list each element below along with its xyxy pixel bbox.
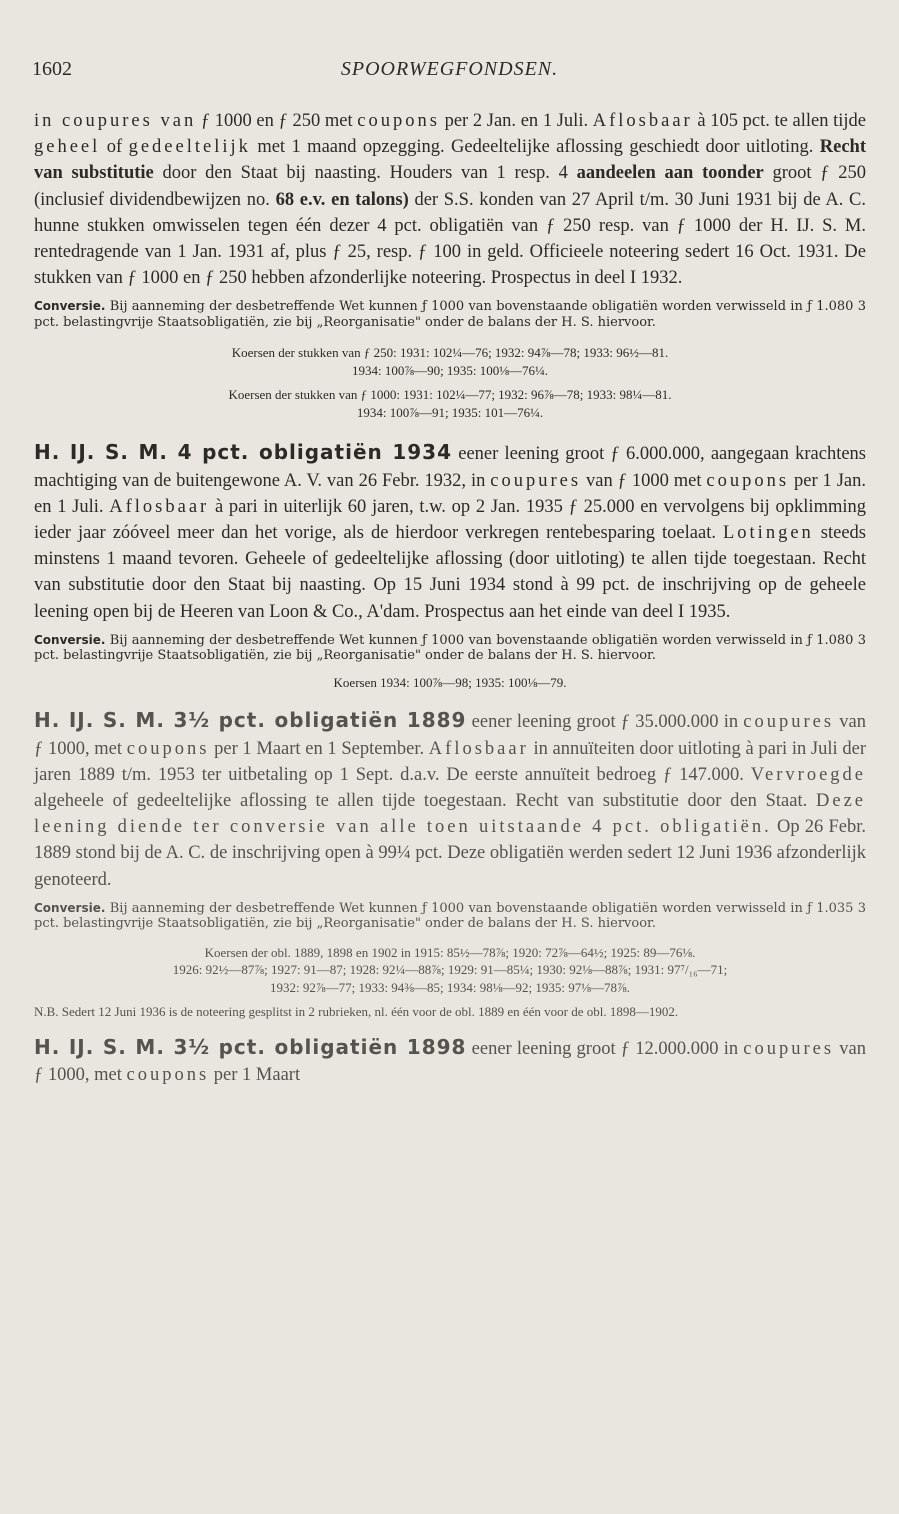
koersen-line: Koersen der obl. 1889, 1898 en 1902 in 1915: 85½—78⅞; 1920: 72⅞—64½; 1925: 89—76⅛. xyxy=(204,944,696,960)
section4-paragraph xyxy=(34,1034,866,1088)
text-run: coupures xyxy=(743,1038,835,1059)
text-run: Op 26 Febr. 1889 stond bij de A. C. de inschrijving open à 99¼ pct. Deze obligatiën werden sedert 12 Juni 1936 afzonderlijk genoteerd. xyxy=(34,817,867,890)
text-run: groot ƒ 250 (inclusief dividendbewijzen no. xyxy=(34,163,867,210)
section-heading: H. IJ. S. M. 3½ pct. obligatiën 1889 xyxy=(34,708,467,733)
text-run: in coupures van xyxy=(34,111,197,131)
text-run: per 1 Jan. en 1 Juli. xyxy=(34,470,866,517)
koersen-block xyxy=(34,944,866,997)
text-run: Lotingen xyxy=(722,523,814,544)
text-run: eener leening groot ƒ 35.000.000 in xyxy=(471,712,739,733)
text-run: Vervroegde xyxy=(750,764,866,785)
conversie-text: Bij aanneming der desbetreffende Wet kunnen ƒ 1000 van bovenstaande obligatiën worden verwisseld in ƒ 1.080 3 pct. belastingvrije Staatsobligatiën, zie bij „Reorganisatie" onder de balans der H. S. hiervoor. xyxy=(34,299,866,330)
text-run: 68 e.v. en talons) xyxy=(275,189,409,210)
text-run: coupons xyxy=(126,738,210,759)
conversie-text: Bij aanneming der desbetreffende Wet kunnen ƒ 1000 van bovenstaande obligatiën worden verwisseld in ƒ 1.035 3 pct. belastingvrije Staatsobligatiën, zie bij „Reorganisatie" onder de balans der H. S. hiervoor. xyxy=(34,900,866,932)
text-run: ƒ 1000 en ƒ 250 met xyxy=(200,111,353,131)
text-run: gedeeltelijk xyxy=(128,137,251,158)
section-heading: H. IJ. S. M. 4 pct. obligatiën 1934 xyxy=(34,440,453,465)
koersen-line: 1934: 100⅞—91; 1935: 101—76¼. xyxy=(356,404,544,420)
text-run: coupons xyxy=(357,111,440,131)
text-run: coupons xyxy=(126,1064,210,1085)
text-run: in annuïteiten door uitloting à pari in Juli der jaren 1889 t/m. 1953 ter uitbetaling op 1 Sept. d.a.v. De eerste annuïteit bedroeg ƒ 147.000. xyxy=(34,738,866,785)
text-run: geheel xyxy=(34,137,101,158)
text-run: à 105 pct. te allen tijde xyxy=(697,111,867,131)
text-run: per 2 Jan. en 1 Juli. xyxy=(444,111,589,131)
text-run: van ƒ 1000, met xyxy=(34,1038,867,1085)
section3-paragraph xyxy=(34,707,866,892)
text-run: Aflosbaar xyxy=(592,111,693,131)
text-run: aandeelen aan toonder xyxy=(576,163,764,184)
koersen-line: 1926: 92½—87⅞; 1927: 91—87; 1928: 92¼—88⅞; 1929: 91—85¼; 1930: 92⅛—88⅞; 1931: 97⁷/₁₆—71; xyxy=(172,962,728,978)
text-run: eener leening groot ƒ 12.000.000 in xyxy=(471,1038,739,1059)
running-title: SPOORWEGFONDSEN. xyxy=(340,58,559,80)
conversie-note xyxy=(34,901,866,932)
text-run: Recht van substitutie xyxy=(34,137,866,184)
nb-note: N.B. Sedert 12 Juni 1936 is de noteering gesplitst in 2 rubrieken, nl. één voor de obl. 1889 en één voor de obl. 1898—1902. xyxy=(34,1004,679,1020)
text-run: der S.S. konden van 27 April t/m. 30 Juni 1931 bij de A. C. hunne stukken omwisselen tegen één dezer 4 pct. obligatiën van ƒ 250 resp. van ƒ 1000 der H. IJ. S. M. rentedragende van 1 Jan. 1931 af, plus ƒ 25, resp. ƒ 100 in geld. Officieele noteering sedert 16 Oct. 1931. De stukken van ƒ 1000 en ƒ 250 hebben afzonderlijke noteering. Prospectus in deel I 1932. xyxy=(34,189,866,289)
koersen-line: Koersen der stukken van ƒ 250: 1931: 102¼—76; 1932: 94⅞—78; 1933: 96½—81. xyxy=(231,345,669,361)
section1-paragraph xyxy=(34,108,866,291)
text-run: per 1 Maart xyxy=(213,1064,301,1085)
text-run: van ƒ 1000, met xyxy=(34,712,867,759)
text-run: Aflosbaar xyxy=(428,738,529,759)
conversie-text: Bij aanneming der desbetreffende Wet kunnen ƒ 1000 van bovenstaande obligatiën worden verwisseld in ƒ 1.080 3 pct. belastingvrije Staatsobligatiën, zie bij „Reorganisatie" onder de balans der H. S. hiervoor. xyxy=(34,632,866,664)
conversie-label: Conversie. xyxy=(34,299,106,314)
section-heading: H. IJ. S. M. 3½ pct. obligatiën 1898 xyxy=(34,1034,467,1059)
text-run: coupons xyxy=(706,470,790,491)
text-run: door den Staat bij naasting. Houders van 1 resp. 4 xyxy=(162,163,568,184)
koersen-line: Koersen der stukken van ƒ 1000: 1931: 102¼—77; 1932: 96⅞—78; 1933: 98¼—81. xyxy=(228,387,672,403)
koersen-line: 1932: 92⅞—77; 1933: 94⅜—85; 1934: 98⅛—92; 1935: 97⅛—78⅞. xyxy=(269,979,631,995)
text-run: à pari in uiterlijk 60 jaren, t.w. op 2 Jan. 1935 ƒ 25.000 en vervolgens bij opklimming ieder jaar zóóveel meer dan het vorige, als de hierdoor verkregen rentebesparing toelaat. xyxy=(34,496,866,544)
conversie-label: Conversie. xyxy=(34,900,106,915)
text-run: steeds minstens 1 maand tevoren. Geheele of gedeeltelijke aflossing (door uitloting) te allen tijde toegestaan. Recht van substitutie door den Staat bij naasting. Op 15 Juni 1934 stond à 99 pct. de inschrijving op de geheele leening open bij de Heeren van Loon & Co., A'dam. Prospectus aan het einde van deel I 1935. xyxy=(34,523,867,622)
text-run: Deze leening diende ter conversie van alle toen uitstaande 4 pct. obligatiën. xyxy=(34,790,866,838)
text-run: Aflosbaar xyxy=(109,496,210,517)
text-run: per 1 Maart en 1 September. xyxy=(214,738,425,759)
koersen-line: 1934: 100⅞—90; 1935: 100⅛—76¼. xyxy=(351,362,549,378)
text-run: of xyxy=(106,137,123,158)
koersen-block xyxy=(34,344,866,421)
text-run: coupures xyxy=(490,470,582,491)
conversie-note xyxy=(34,299,866,330)
text-run: coupures xyxy=(743,712,835,733)
page-header xyxy=(0,58,899,88)
text-run: van ƒ 1000 met xyxy=(586,470,702,491)
koersen-line: Koersen 1934: 100⅞—98; 1935: 100⅛—79. xyxy=(333,674,567,690)
section2-paragraph xyxy=(34,439,866,624)
conversie-note xyxy=(34,633,866,664)
text-run: algeheele of gedeeltelijke aflossing te allen tijde toegestaan. Recht van substitutie door den Staat. xyxy=(34,790,808,811)
page-body xyxy=(34,108,866,1088)
page-number: 1602 xyxy=(32,58,72,80)
text-run: eener leening groot ƒ 6.000.000, aangegaan krachtens machtiging van de buitengewone A. V. van 26 Febr. 1932, in xyxy=(34,444,866,491)
text-run: met 1 maand opzegging. Gedeeltelijke aflossing geschiedt door uitloting. xyxy=(257,137,814,158)
conversie-label: Conversie. xyxy=(34,632,106,647)
